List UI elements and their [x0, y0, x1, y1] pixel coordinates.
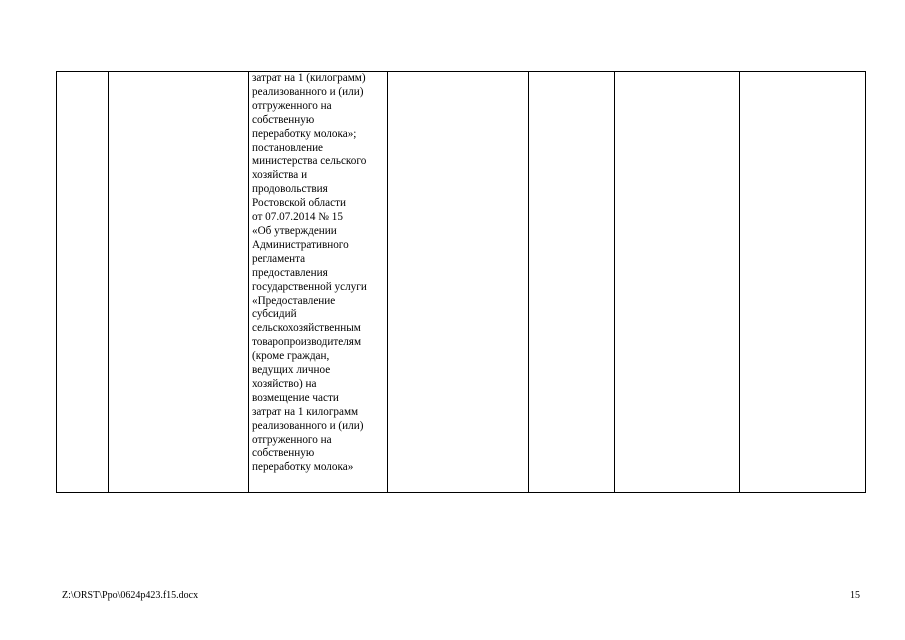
- table-cell-col-4: [388, 72, 529, 493]
- text-line: регламента: [252, 252, 306, 265]
- table-cell-col-7: [740, 72, 866, 493]
- text-line: предоставления: [252, 266, 328, 279]
- text-line: хозяйства и: [252, 169, 308, 182]
- text-line: реализованного и (или): [252, 85, 364, 98]
- text-line: (кроме граждан,: [252, 350, 330, 363]
- text-line: затрат на 1 (килограмм): [252, 72, 366, 84]
- text-line: переработку молока»;: [252, 127, 357, 140]
- text-line: хозяйство) на: [252, 377, 317, 390]
- table-cell-col-6: [615, 72, 740, 493]
- text-line: Ростовской области: [252, 197, 346, 210]
- text-line: реализованного и (или): [252, 419, 364, 432]
- text-line: ведущих личное: [252, 364, 331, 377]
- text-line: государственной услуги: [252, 280, 367, 293]
- text-line: сельскохозяйственным: [252, 322, 361, 335]
- footer-file-path: Z:\ORST\Ppo\0624p423.f15.docx: [62, 590, 199, 601]
- table-cell-col-3: [249, 72, 388, 493]
- text-line: «Об утверждении: [252, 224, 337, 237]
- text-line: субсидий: [252, 308, 297, 321]
- text-line: продовольствия: [252, 183, 328, 196]
- text-line: переработку молока»: [252, 461, 354, 474]
- text-line: товаропроизводителям: [252, 336, 362, 349]
- table-cell-col-5: [529, 72, 615, 493]
- text-line: «Предоставление: [252, 294, 336, 307]
- text-line: отгруженного на: [252, 433, 332, 446]
- text-line: собственную: [252, 447, 315, 460]
- page-number: 15: [850, 590, 860, 601]
- text-line: постановление: [252, 141, 324, 154]
- text-line: Административного: [252, 238, 349, 251]
- text-line: от 07.07.2014 № 15: [252, 211, 343, 224]
- text-line: отгруженного на: [252, 99, 332, 112]
- table-cell-col-2: [109, 72, 249, 493]
- table-cell-col-1: [57, 72, 109, 493]
- text-line: возмещение части: [252, 391, 339, 404]
- legal-text-block: [249, 72, 387, 475]
- document-table: [56, 71, 866, 493]
- table-row: [57, 72, 866, 493]
- text-line: затрат на 1 килограмм: [252, 405, 359, 418]
- text-line: министерства сельского: [252, 155, 367, 168]
- text-line: собственную: [252, 113, 315, 126]
